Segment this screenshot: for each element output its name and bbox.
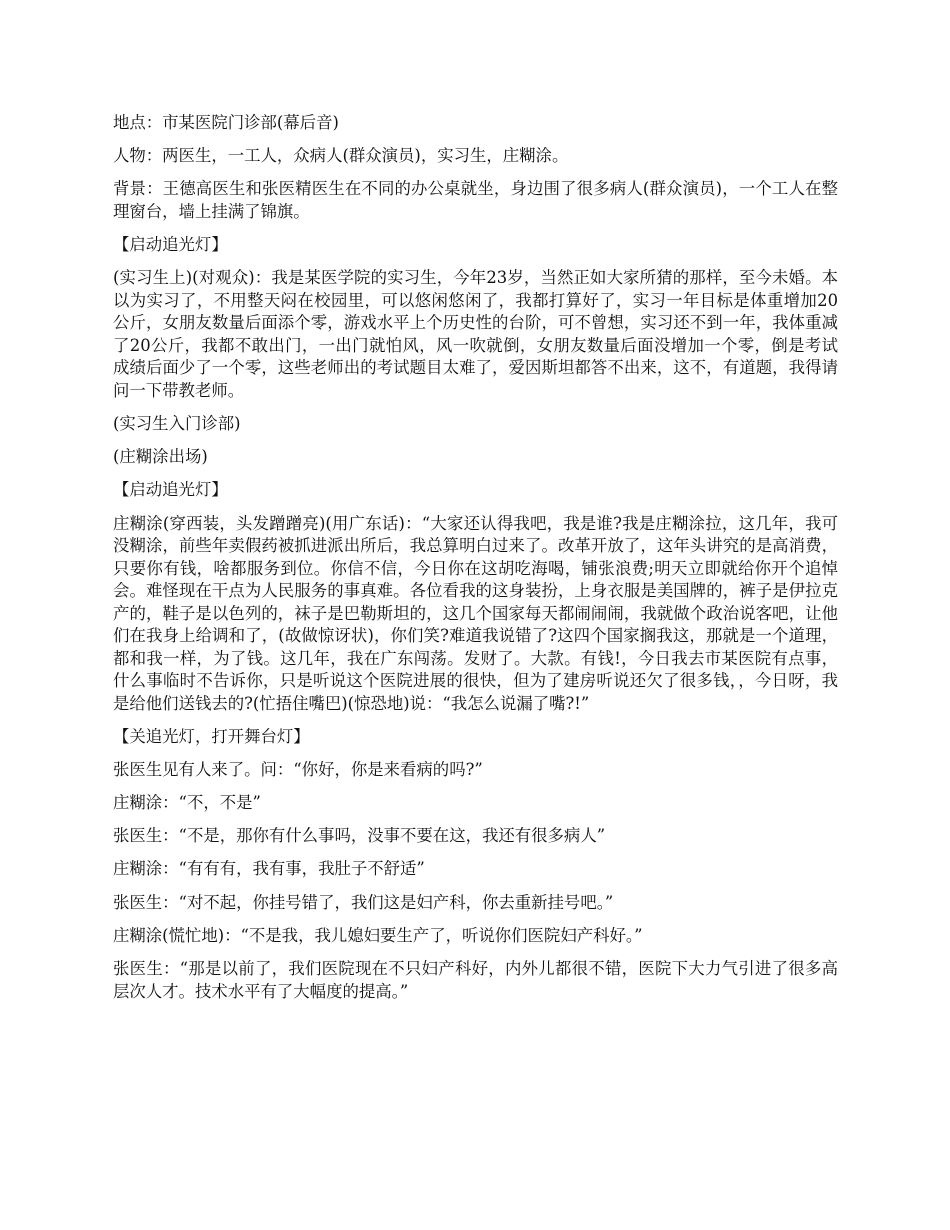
document-page [113,112,838,1014]
dialogue-line: 庄糊涂(慌忙地)：“不是我，我儿媳妇要生产了，听说你们医院妇产科好。” [113,925,643,945]
dialogue-line: 庄糊涂：“有有有，我有事，我肚子不舒适” [113,859,425,879]
dialogue-line: 张医生：“对不起，你挂号错了，我们这是妇产科，你去重新挂号吧。” [113,892,614,912]
background-paragraph: 背景：王德高医生和张医精医生在不同的办公桌就坐，身边围了很多病人(群众演员)，一个工人在整理窗台，墙上挂满了锦旗。 [113,179,838,221]
dialogue-line: 庄糊涂：“不，不是” [113,793,261,813]
zhuang-monologue: 庄糊涂(穿西装，头发蹭蹭亮)(用广东话)：“大家还认得我吧，我是谁?我是庄糊涂拉，这几年，我可没糊涂，前些年卖假药被抓进派出所后，我总算明白过来了。改革开放了，这年头讲究的是高消费，只要你有钱，啥都服务到位。你信不信，今日你在这胡吃海喝，铺张浪费;明天立即就给你开个追悼会。难怪现在干点为人民服务的事真难。各位看我的这身装扮，上身衣服是美国牌的，裤子是伊拉克产的，鞋子是以色列的，袜子是巴勒斯坦的，这几个国家每天都闹闹闹，我就做个政治说客吧，让他们在我身上给调和了，(故做惊讶状)，你们笑?难道我说错了?这四个国家搁我这，那就是一个道理，都和我一样，为了钱。这几年，我在广东闯荡。发财了。大款。有钱!，今日我去市某医院有点事，什么事临时不告诉你，只是听说这个医院进展的很快，但为了建房听说还欠了很多钱，，今日呀，我是给他们送钱去的?(忙捂住嘴巴)(惊恐地)说：“我怎么说漏了嘴?!” [113,513,838,713]
location-line: 地点：市某医院门诊部(幕后音) [113,113,339,132]
stage-direction: (实习生入门诊部) [113,413,241,433]
dialogue-line: 张医生：“那是以前了，我们医院现在不只妇产科好，内外儿都很不错，医院下大力气引进了很多高层次人才。技术水平有了大幅度的提高。” [113,959,838,1001]
characters-line: 人物：两医生，一工人，众病人(群众演员)，实习生，庄糊涂。 [113,146,569,166]
dialogue-line: 张医生见有人来了。问：“你好，你是来看病的吗?” [113,759,483,779]
intern-monologue: (实习生上)(对观众)：我是某医学院的实习生，今年23岁，当然正如大家所猜的那样，至今未婚。本以为实习了，不用整天闷在校园里，可以悠闲悠闲了，我都打算好了，实习一年目标是体重增加20公斤，女朋友数量后面添个零，游戏水平上个历史性的台阶，可不曾想，实习还不到一年，我体重减了20公斤，我都不敢出门，一出门就怕风，风一吹就倒，女朋友数量后面没增加一个零，倒是考试成绩后面少了一个零，这些老师出的考试题目太难了，爱因斯坦都答不出来，这不，有道题，我得请问一下带教老师。 [113,268,838,400]
stage-direction: 【启动追光灯】 [113,235,228,255]
stage-direction: (庄糊涂出场) [113,447,208,467]
stage-direction: 【关追光灯，打开舞台灯】 [113,726,310,746]
dialogue-line: 张医生：“不是，那你有什么事吗，没事不要在这，我还有很多病人” [113,826,606,846]
stage-direction: 【启动追光灯】 [113,480,228,500]
